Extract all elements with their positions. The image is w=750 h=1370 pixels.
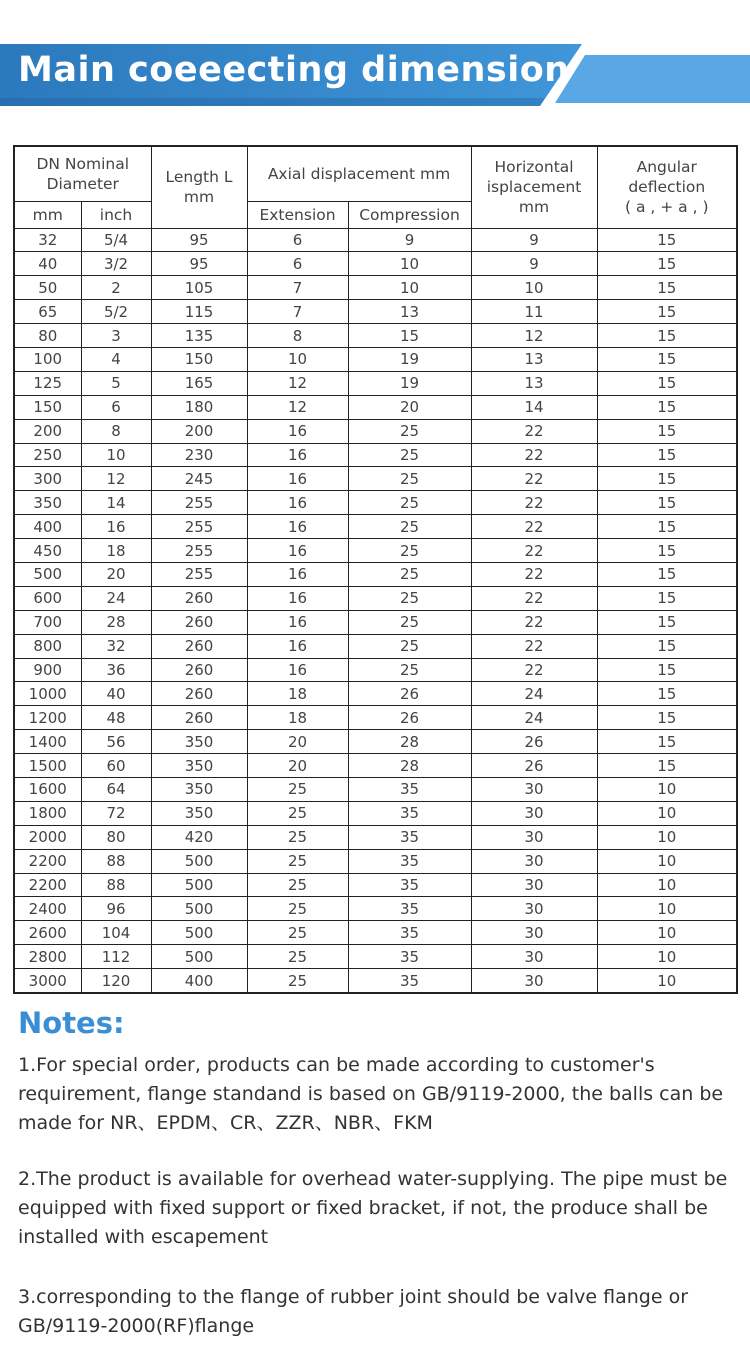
header-angular-symbol: ( a , + a , ) — [625, 198, 709, 217]
cell-horizontal: 22 — [471, 419, 597, 443]
cell-compression: 26 — [348, 706, 471, 730]
cell-length: 150 — [151, 347, 247, 371]
cell-compression: 26 — [348, 682, 471, 706]
cell-dn-inch: 4 — [81, 347, 151, 371]
cell-extension: 16 — [247, 419, 348, 443]
cell-dn-mm: 2200 — [14, 849, 81, 873]
cell-compression: 9 — [348, 228, 471, 252]
cell-horizontal: 30 — [471, 825, 597, 849]
table-row — [14, 706, 737, 730]
cell-compression: 13 — [348, 300, 471, 324]
cell-extension: 25 — [247, 945, 348, 969]
cell-angular: 15 — [597, 276, 737, 300]
cell-compression: 15 — [348, 324, 471, 348]
cell-compression: 28 — [348, 754, 471, 778]
table-row — [14, 419, 737, 443]
cell-angular: 10 — [597, 825, 737, 849]
cell-angular: 15 — [597, 682, 737, 706]
cell-length: 230 — [151, 443, 247, 467]
table-row — [14, 921, 737, 945]
cell-dn-inch: 32 — [81, 634, 151, 658]
cell-dn-inch: 64 — [81, 777, 151, 801]
cell-extension: 25 — [247, 897, 348, 921]
cell-length: 350 — [151, 730, 247, 754]
cell-angular: 10 — [597, 969, 737, 993]
cell-length: 115 — [151, 300, 247, 324]
cell-angular: 15 — [597, 562, 737, 586]
cell-length: 255 — [151, 539, 247, 563]
cell-dn-mm: 3000 — [14, 969, 81, 993]
cell-compression: 25 — [348, 539, 471, 563]
cell-length: 180 — [151, 395, 247, 419]
cell-length: 200 — [151, 419, 247, 443]
header-compression: Compression — [348, 201, 471, 228]
cell-length: 350 — [151, 801, 247, 825]
table-row — [14, 324, 737, 348]
cell-dn-mm: 1800 — [14, 801, 81, 825]
cell-angular: 10 — [597, 777, 737, 801]
table-row — [14, 347, 737, 371]
cell-dn-mm: 150 — [14, 395, 81, 419]
cell-dn-inch: 72 — [81, 801, 151, 825]
table-row — [14, 658, 737, 682]
cell-compression: 25 — [348, 443, 471, 467]
cell-compression: 25 — [348, 562, 471, 586]
cell-dn-mm: 125 — [14, 371, 81, 395]
cell-extension: 20 — [247, 730, 348, 754]
cell-extension: 16 — [247, 491, 348, 515]
cell-horizontal: 24 — [471, 682, 597, 706]
cell-angular: 15 — [597, 324, 737, 348]
cell-extension: 25 — [247, 801, 348, 825]
table-row — [14, 969, 737, 993]
cell-extension: 25 — [247, 873, 348, 897]
table-row — [14, 586, 737, 610]
cell-angular: 10 — [597, 801, 737, 825]
cell-dn-mm: 600 — [14, 586, 81, 610]
cell-dn-mm: 100 — [14, 347, 81, 371]
cell-horizontal: 22 — [471, 586, 597, 610]
page-title: Main coeeecting dimension — [18, 50, 570, 90]
cell-compression: 35 — [348, 873, 471, 897]
cell-dn-inch: 12 — [81, 467, 151, 491]
cell-extension: 16 — [247, 658, 348, 682]
cell-horizontal: 30 — [471, 801, 597, 825]
cell-dn-inch: 88 — [81, 849, 151, 873]
cell-horizontal: 22 — [471, 443, 597, 467]
cell-dn-inch: 40 — [81, 682, 151, 706]
cell-angular: 15 — [597, 610, 737, 634]
cell-extension: 8 — [247, 324, 348, 348]
cell-horizontal: 26 — [471, 730, 597, 754]
cell-length: 135 — [151, 324, 247, 348]
cell-horizontal: 22 — [471, 562, 597, 586]
header-inch: inch — [81, 201, 151, 228]
table-row — [14, 801, 737, 825]
cell-compression: 35 — [348, 897, 471, 921]
cell-horizontal: 11 — [471, 300, 597, 324]
cell-angular: 15 — [597, 467, 737, 491]
cell-extension: 16 — [247, 586, 348, 610]
cell-length: 260 — [151, 586, 247, 610]
cell-dn-inch: 10 — [81, 443, 151, 467]
cell-extension: 6 — [247, 228, 348, 252]
cell-length: 260 — [151, 706, 247, 730]
title-banner — [0, 0, 750, 130]
cell-dn-mm: 450 — [14, 539, 81, 563]
cell-horizontal: 22 — [471, 467, 597, 491]
cell-compression: 35 — [348, 849, 471, 873]
cell-dn-inch: 16 — [81, 515, 151, 539]
cell-dn-mm: 2600 — [14, 921, 81, 945]
cell-compression: 25 — [348, 634, 471, 658]
cell-dn-mm: 350 — [14, 491, 81, 515]
cell-compression: 25 — [348, 515, 471, 539]
table-row — [14, 562, 737, 586]
table-row — [14, 849, 737, 873]
cell-dn-inch: 8 — [81, 419, 151, 443]
cell-horizontal: 10 — [471, 276, 597, 300]
dimension-table — [13, 145, 738, 994]
header-length: Length L mm — [151, 146, 247, 228]
cell-compression: 25 — [348, 491, 471, 515]
cell-length: 350 — [151, 777, 247, 801]
cell-dn-mm: 250 — [14, 443, 81, 467]
cell-angular: 15 — [597, 586, 737, 610]
cell-compression: 25 — [348, 586, 471, 610]
cell-horizontal: 24 — [471, 706, 597, 730]
cell-compression: 19 — [348, 371, 471, 395]
cell-angular: 15 — [597, 706, 737, 730]
cell-dn-mm: 2800 — [14, 945, 81, 969]
cell-angular: 15 — [597, 754, 737, 778]
cell-horizontal: 30 — [471, 921, 597, 945]
cell-angular: 10 — [597, 921, 737, 945]
cell-angular: 15 — [597, 730, 737, 754]
cell-angular: 15 — [597, 443, 737, 467]
header-angular — [597, 146, 737, 228]
cell-dn-inch: 18 — [81, 539, 151, 563]
cell-dn-inch: 96 — [81, 897, 151, 921]
cell-dn-mm: 1000 — [14, 682, 81, 706]
cell-extension: 18 — [247, 706, 348, 730]
cell-extension: 16 — [247, 562, 348, 586]
cell-length: 500 — [151, 921, 247, 945]
table-row — [14, 777, 737, 801]
cell-dn-inch: 5/2 — [81, 300, 151, 324]
table-row — [14, 539, 737, 563]
cell-extension: 25 — [247, 921, 348, 945]
cell-horizontal: 9 — [471, 252, 597, 276]
cell-horizontal: 30 — [471, 969, 597, 993]
cell-extension: 25 — [247, 777, 348, 801]
table-row — [14, 276, 737, 300]
cell-compression: 10 — [348, 276, 471, 300]
table-row — [14, 228, 737, 252]
cell-extension: 16 — [247, 467, 348, 491]
cell-dn-mm: 32 — [14, 228, 81, 252]
cell-angular: 10 — [597, 945, 737, 969]
table-row — [14, 443, 737, 467]
cell-horizontal: 30 — [471, 873, 597, 897]
table-row — [14, 634, 737, 658]
cell-horizontal: 26 — [471, 754, 597, 778]
table-row — [14, 682, 737, 706]
cell-dn-inch: 56 — [81, 730, 151, 754]
cell-extension: 16 — [247, 515, 348, 539]
cell-dn-mm: 400 — [14, 515, 81, 539]
cell-extension: 20 — [247, 754, 348, 778]
cell-extension: 25 — [247, 849, 348, 873]
cell-compression: 25 — [348, 658, 471, 682]
note-2: 2.The product is available for overhead water-supplying. The pipe must be equipped with fixed support or fixed bracket, if not, the produce shall be installed with escapement — [18, 1168, 728, 1248]
cell-length: 260 — [151, 658, 247, 682]
cell-extension: 7 — [247, 300, 348, 324]
cell-extension: 7 — [247, 276, 348, 300]
cell-dn-mm: 80 — [14, 324, 81, 348]
table-row — [14, 371, 737, 395]
cell-dn-mm: 800 — [14, 634, 81, 658]
cell-dn-inch: 3/2 — [81, 252, 151, 276]
table-row — [14, 754, 737, 778]
cell-angular: 15 — [597, 395, 737, 419]
notes-title: Notes: — [18, 1006, 125, 1040]
cell-dn-mm: 1200 — [14, 706, 81, 730]
cell-horizontal: 13 — [471, 347, 597, 371]
cell-horizontal: 30 — [471, 897, 597, 921]
cell-angular: 15 — [597, 515, 737, 539]
cell-angular: 15 — [597, 300, 737, 324]
cell-dn-inch: 28 — [81, 610, 151, 634]
cell-compression: 35 — [348, 825, 471, 849]
table-row — [14, 873, 737, 897]
cell-length: 255 — [151, 562, 247, 586]
cell-dn-inch: 20 — [81, 562, 151, 586]
cell-compression: 10 — [348, 252, 471, 276]
cell-length: 500 — [151, 897, 247, 921]
table-row — [14, 897, 737, 921]
table-row — [14, 515, 737, 539]
cell-compression: 25 — [348, 610, 471, 634]
table-row — [14, 300, 737, 324]
cell-horizontal: 30 — [471, 777, 597, 801]
cell-length: 500 — [151, 873, 247, 897]
table-row — [14, 467, 737, 491]
cell-dn-inch: 14 — [81, 491, 151, 515]
cell-dn-mm: 900 — [14, 658, 81, 682]
cell-angular: 10 — [597, 873, 737, 897]
cell-dn-inch: 36 — [81, 658, 151, 682]
cell-dn-mm: 1500 — [14, 754, 81, 778]
header-horizontal: Horizontal isplacement mm — [471, 146, 597, 228]
cell-angular: 15 — [597, 491, 737, 515]
cell-extension: 25 — [247, 969, 348, 993]
cell-length: 500 — [151, 945, 247, 969]
note-3: 3.corresponding to the flange of rubber joint should be valve flange or GB/9119-2000(RF)flange — [18, 1286, 689, 1337]
cell-horizontal: 22 — [471, 610, 597, 634]
cell-compression: 35 — [348, 801, 471, 825]
cell-length: 105 — [151, 276, 247, 300]
cell-angular: 15 — [597, 371, 737, 395]
cell-dn-inch: 3 — [81, 324, 151, 348]
cell-horizontal: 22 — [471, 539, 597, 563]
cell-extension: 16 — [247, 634, 348, 658]
cell-horizontal: 22 — [471, 515, 597, 539]
cell-dn-inch: 80 — [81, 825, 151, 849]
header-mm: mm — [14, 201, 81, 228]
cell-horizontal: 30 — [471, 849, 597, 873]
cell-horizontal: 22 — [471, 658, 597, 682]
header-extension: Extension — [247, 201, 348, 228]
header-axial: Axial displacement mm — [247, 146, 471, 201]
table-row — [14, 491, 737, 515]
cell-horizontal: 30 — [471, 945, 597, 969]
table-row — [14, 730, 737, 754]
cell-length: 350 — [151, 754, 247, 778]
cell-dn-mm: 1400 — [14, 730, 81, 754]
cell-angular: 10 — [597, 897, 737, 921]
cell-dn-inch: 60 — [81, 754, 151, 778]
cell-length: 255 — [151, 491, 247, 515]
cell-extension: 12 — [247, 395, 348, 419]
cell-dn-inch: 48 — [81, 706, 151, 730]
cell-horizontal: 14 — [471, 395, 597, 419]
cell-compression: 25 — [348, 419, 471, 443]
cell-dn-mm: 200 — [14, 419, 81, 443]
cell-length: 165 — [151, 371, 247, 395]
cell-dn-mm: 2200 — [14, 873, 81, 897]
cell-extension: 25 — [247, 825, 348, 849]
cell-length: 95 — [151, 228, 247, 252]
cell-dn-inch: 5 — [81, 371, 151, 395]
cell-length: 400 — [151, 969, 247, 993]
cell-length: 255 — [151, 515, 247, 539]
cell-compression: 19 — [348, 347, 471, 371]
cell-extension: 10 — [247, 347, 348, 371]
cell-length: 245 — [151, 467, 247, 491]
cell-dn-inch: 88 — [81, 873, 151, 897]
cell-compression: 20 — [348, 395, 471, 419]
cell-angular: 15 — [597, 419, 737, 443]
table-body — [14, 228, 737, 993]
cell-angular: 15 — [597, 252, 737, 276]
cell-extension: 16 — [247, 539, 348, 563]
cell-dn-inch: 5/4 — [81, 228, 151, 252]
header-dn: DN Nominal Diameter — [14, 146, 151, 201]
cell-horizontal: 22 — [471, 634, 597, 658]
cell-length: 500 — [151, 849, 247, 873]
cell-dn-inch: 6 — [81, 395, 151, 419]
cell-length: 260 — [151, 634, 247, 658]
cell-horizontal: 9 — [471, 228, 597, 252]
cell-angular: 15 — [597, 658, 737, 682]
cell-compression: 28 — [348, 730, 471, 754]
cell-length: 260 — [151, 682, 247, 706]
cell-compression: 35 — [348, 969, 471, 993]
cell-dn-mm: 300 — [14, 467, 81, 491]
cell-angular: 15 — [597, 539, 737, 563]
cell-angular: 10 — [597, 849, 737, 873]
cell-compression: 25 — [348, 467, 471, 491]
header-angular-label: Angular deflection — [628, 158, 706, 197]
cell-angular: 15 — [597, 634, 737, 658]
table-row — [14, 395, 737, 419]
table-row — [14, 945, 737, 969]
note-1: 1.For special order, products can be made according to customer's requirement, flange standand is based on GB/9119-2000, the balls can be made for NR、EPDM、CR、ZZR、NBR、FKM — [18, 1054, 724, 1134]
cell-extension: 12 — [247, 371, 348, 395]
cell-dn-mm: 700 — [14, 610, 81, 634]
cell-dn-inch: 120 — [81, 969, 151, 993]
cell-horizontal: 13 — [471, 371, 597, 395]
cell-length: 95 — [151, 252, 247, 276]
cell-angular: 15 — [597, 228, 737, 252]
cell-dn-mm: 1600 — [14, 777, 81, 801]
table-row — [14, 610, 737, 634]
cell-compression: 35 — [348, 921, 471, 945]
cell-angular: 15 — [597, 347, 737, 371]
cell-horizontal: 12 — [471, 324, 597, 348]
cell-dn-mm: 2400 — [14, 897, 81, 921]
table-row — [14, 825, 737, 849]
cell-extension: 16 — [247, 443, 348, 467]
cell-extension: 16 — [247, 610, 348, 634]
cell-compression: 35 — [348, 945, 471, 969]
cell-dn-mm: 65 — [14, 300, 81, 324]
cell-dn-inch: 24 — [81, 586, 151, 610]
cell-extension: 18 — [247, 682, 348, 706]
cell-dn-inch: 112 — [81, 945, 151, 969]
cell-dn-mm: 40 — [14, 252, 81, 276]
cell-dn-mm: 500 — [14, 562, 81, 586]
cell-extension: 6 — [247, 252, 348, 276]
cell-length: 260 — [151, 610, 247, 634]
cell-length: 420 — [151, 825, 247, 849]
cell-dn-inch: 2 — [81, 276, 151, 300]
cell-horizontal: 22 — [471, 491, 597, 515]
cell-compression: 35 — [348, 777, 471, 801]
table-row — [14, 252, 737, 276]
cell-dn-mm: 2000 — [14, 825, 81, 849]
cell-dn-inch: 104 — [81, 921, 151, 945]
cell-dn-mm: 50 — [14, 276, 81, 300]
